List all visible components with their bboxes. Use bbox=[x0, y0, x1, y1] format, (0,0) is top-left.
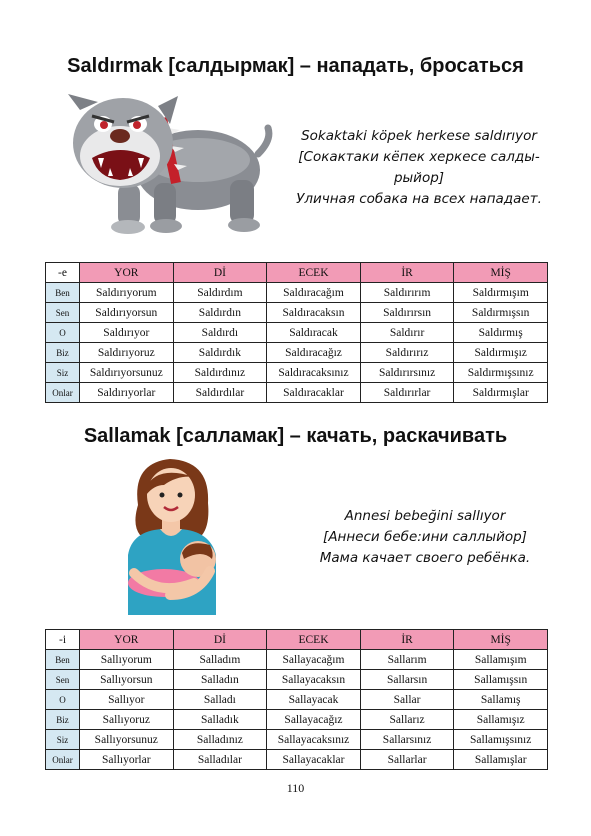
table-row bbox=[46, 710, 548, 730]
table-cell: Saldıracaksınız bbox=[267, 363, 361, 383]
table-cell: Sallayacağım bbox=[267, 650, 361, 670]
column-header: YOR bbox=[80, 263, 174, 283]
pronoun-cell: O bbox=[46, 323, 80, 343]
section1-example bbox=[294, 126, 544, 210]
table-row bbox=[46, 343, 548, 363]
table-cell: Sallamışım bbox=[454, 650, 548, 670]
table-row bbox=[46, 383, 548, 403]
table-cell: Saldırıyorsunuz bbox=[80, 363, 174, 383]
table-row bbox=[46, 363, 548, 383]
table-cell: Sallar bbox=[360, 690, 454, 710]
pronoun-cell: Onlar bbox=[46, 383, 80, 403]
section2-example bbox=[300, 506, 550, 569]
table-cell: Salladı bbox=[173, 690, 267, 710]
example-transcription-continued: рыйор] bbox=[393, 170, 445, 186]
column-header: MİŞ bbox=[454, 263, 548, 283]
table-cell: Sallıyor bbox=[80, 690, 174, 710]
example-sentence: Annesi bebeğini sallıyor bbox=[344, 508, 506, 524]
column-header: Dİ bbox=[173, 263, 267, 283]
table-corner: -e bbox=[46, 263, 80, 283]
table-cell: Saldırmışsın bbox=[454, 303, 548, 323]
table-cell: Sallayacaksınız bbox=[267, 730, 361, 750]
table-cell: Salladınız bbox=[173, 730, 267, 750]
table-cell: Saldırıyorlar bbox=[80, 383, 174, 403]
table-cell: Saldırdılar bbox=[173, 383, 267, 403]
table-cell: Saldırdı bbox=[173, 323, 267, 343]
section1-title: Saldırmak [салдырмак] – нападать, бросаться bbox=[67, 55, 524, 77]
table-cell: Sallıyorsunuz bbox=[80, 730, 174, 750]
table-cell: Salladım bbox=[173, 650, 267, 670]
pronoun-cell: Ben bbox=[46, 650, 80, 670]
table-cell: Sallamışlar bbox=[454, 750, 548, 770]
table-cell: Saldırırım bbox=[360, 283, 454, 303]
pronoun-cell: O bbox=[46, 690, 80, 710]
example-translation: Уличная собака на всех нападает. bbox=[296, 191, 542, 207]
table-cell: Sallıyorsun bbox=[80, 670, 174, 690]
table-cell: Sallamışsın bbox=[454, 670, 548, 690]
pronoun-cell: Sen bbox=[46, 303, 80, 323]
table-cell: Sallarız bbox=[360, 710, 454, 730]
table-cell: Saldırmışım bbox=[454, 283, 548, 303]
table-cell: Sallayacaklar bbox=[267, 750, 361, 770]
table-cell: Saldırdık bbox=[173, 343, 267, 363]
pronoun-cell: Biz bbox=[46, 343, 80, 363]
example-sentence: Sokaktaki köpek herkese saldırıyor bbox=[301, 128, 537, 144]
table-row bbox=[46, 750, 548, 770]
table-cell: Sallamış bbox=[454, 690, 548, 710]
table-cell: Sallamışsınız bbox=[454, 730, 548, 750]
angry-bulldog-illustration bbox=[58, 88, 278, 238]
table-cell: Saldırmışız bbox=[454, 343, 548, 363]
table-cell: Saldırıyor bbox=[80, 323, 174, 343]
table-cell: Saldırırsın bbox=[360, 303, 454, 323]
example-transcription: [Аннеси бебе:ини саллыйор] bbox=[323, 529, 527, 545]
table-cell: Sallarsın bbox=[360, 670, 454, 690]
table-cell: Saldırdınız bbox=[173, 363, 267, 383]
column-header: MİŞ bbox=[454, 630, 548, 650]
table-cell: Sallıyorum bbox=[80, 650, 174, 670]
table-header-row bbox=[46, 630, 548, 650]
table-cell: Saldırıyorsun bbox=[80, 303, 174, 323]
table-cell: Saldırdın bbox=[173, 303, 267, 323]
table-row bbox=[46, 323, 548, 343]
table-cell: Saldıracaksın bbox=[267, 303, 361, 323]
pronoun-cell: Siz bbox=[46, 730, 80, 750]
table-cell: Saldıracağım bbox=[267, 283, 361, 303]
table-row bbox=[46, 303, 548, 323]
column-header: İR bbox=[360, 263, 454, 283]
table-row bbox=[46, 650, 548, 670]
table-cell: Saldırdım bbox=[173, 283, 267, 303]
column-header: İR bbox=[360, 630, 454, 650]
table-row bbox=[46, 283, 548, 303]
column-header: YOR bbox=[80, 630, 174, 650]
table-cell: Salladık bbox=[173, 710, 267, 730]
mother-holding-baby-illustration bbox=[118, 455, 228, 615]
table-cell: Saldırmışlar bbox=[454, 383, 548, 403]
table-cell: Saldırıyoruz bbox=[80, 343, 174, 363]
table-corner: -i bbox=[46, 630, 80, 650]
table-cell: Sallarsınız bbox=[360, 730, 454, 750]
section2-conjugation-table bbox=[45, 629, 548, 770]
section1-conjugation-table bbox=[45, 262, 548, 403]
column-header: ECEK bbox=[267, 263, 361, 283]
table-cell: Sallıyorlar bbox=[80, 750, 174, 770]
table-row bbox=[46, 670, 548, 690]
table-cell: Saldırırlar bbox=[360, 383, 454, 403]
table-cell: Sallamışız bbox=[454, 710, 548, 730]
column-header: Dİ bbox=[173, 630, 267, 650]
example-transcription: [Сокактаки кёпек херкесе салды- bbox=[298, 149, 540, 165]
table-row bbox=[46, 690, 548, 710]
section2-title: Sallamak [салламак] – качать, раскачивать bbox=[83, 425, 508, 447]
table-cell: Saldırıyorum bbox=[80, 283, 174, 303]
pronoun-cell: Onlar bbox=[46, 750, 80, 770]
column-header: ECEK bbox=[267, 630, 361, 650]
table-cell: Saldırırız bbox=[360, 343, 454, 363]
pronoun-cell: Sen bbox=[46, 670, 80, 690]
table-cell: Saldırmış bbox=[454, 323, 548, 343]
table-row bbox=[46, 730, 548, 750]
table-cell: Salladın bbox=[173, 670, 267, 690]
table-cell: Sallayacak bbox=[267, 690, 361, 710]
table-header-row bbox=[46, 263, 548, 283]
table-cell: Saldıracağız bbox=[267, 343, 361, 363]
table-cell: Salladılar bbox=[173, 750, 267, 770]
table-cell: Sallarlar bbox=[360, 750, 454, 770]
page-number: 110 bbox=[286, 781, 305, 795]
table-cell: Saldıracak bbox=[267, 323, 361, 343]
table-cell: Sallıyoruz bbox=[80, 710, 174, 730]
table-cell: Saldırır bbox=[360, 323, 454, 343]
pronoun-cell: Siz bbox=[46, 363, 80, 383]
table-cell: Saldırmışsınız bbox=[454, 363, 548, 383]
table-cell: Sallarım bbox=[360, 650, 454, 670]
pronoun-cell: Ben bbox=[46, 283, 80, 303]
table-cell: Saldırırsınız bbox=[360, 363, 454, 383]
example-translation: Мама качает своего ребёнка. bbox=[319, 550, 531, 566]
table-cell: Saldıracaklar bbox=[267, 383, 361, 403]
pronoun-cell: Biz bbox=[46, 710, 80, 730]
table-cell: Sallayacağız bbox=[267, 710, 361, 730]
table-cell: Sallayacaksın bbox=[267, 670, 361, 690]
